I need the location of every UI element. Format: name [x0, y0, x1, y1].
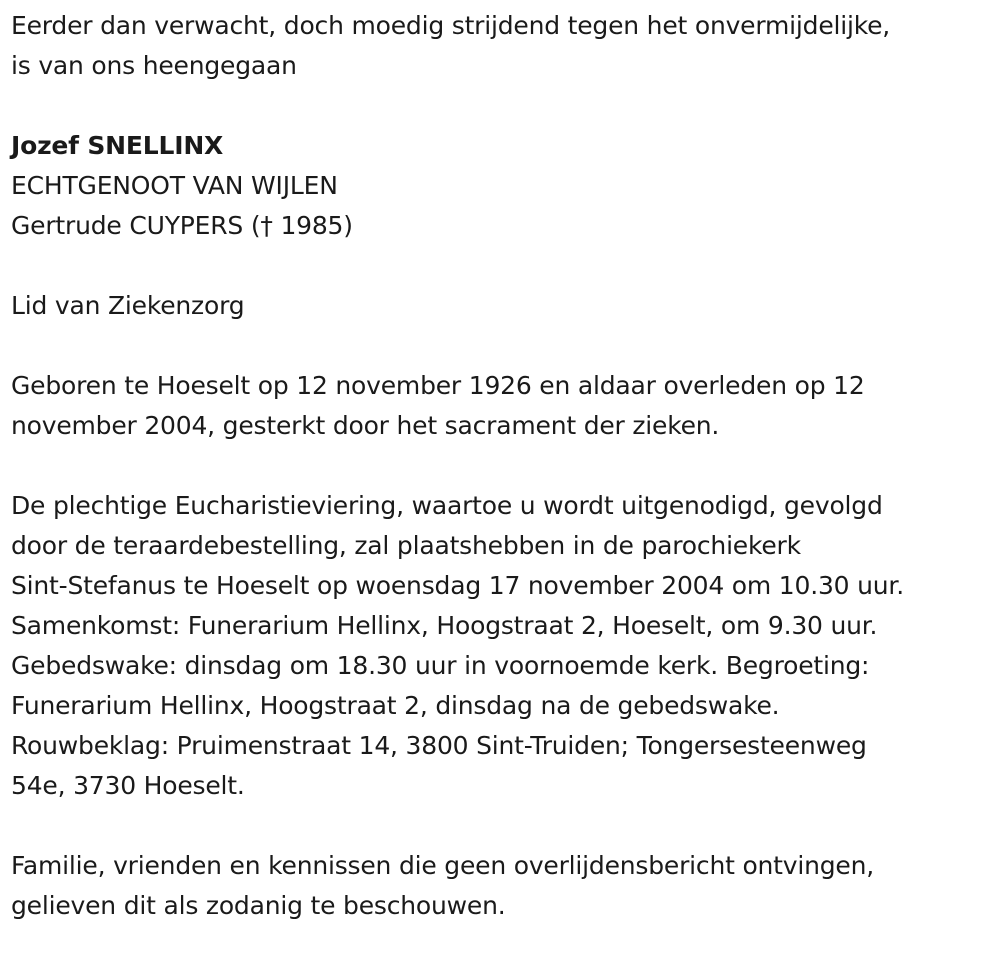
ceremony-line: 54e, 3730 Hoeselt.: [11, 771, 245, 800]
membership: Lid van Ziekenzorg: [11, 291, 245, 320]
spacer: [11, 806, 996, 846]
ceremony-line: Gebedswake: dinsdag om 18.30 uur in voornoemde kerk. Begroeting:: [11, 651, 870, 680]
ceremony-line: door de teraardebestelling, zal plaatshebben in de parochiekerk: [11, 531, 801, 560]
intro-line-2: is van ons heengegaan: [11, 51, 297, 80]
spacer: [11, 246, 996, 286]
ceremony-line: Funerarium Hellinx, Hoogstraat 2, dinsdag na de gebedswake.: [11, 691, 780, 720]
spacer: [11, 446, 996, 486]
ceremony-line: Rouwbeklag: Pruimenstraat 14, 3800 Sint-Truiden; Tongersesteenweg: [11, 731, 867, 760]
ceremony-line: Sint-Stefanus te Hoeselt op woensdag 17 november 2004 om 10.30 uur.: [11, 571, 904, 600]
closing-line-2: gelieven dit als zodanig te beschouwen.: [11, 891, 506, 920]
birth-death-line-1: Geboren te Hoeselt op 12 november 1926 en aldaar overleden op 12: [11, 371, 865, 400]
closing-line-1: Familie, vrienden en kennissen die geen overlijdensbericht ontvingen,: [11, 851, 875, 880]
deceased-spouse: Gertrude CUYPERS († 1985): [11, 211, 353, 240]
intro-line-1: Eerder dan verwacht, doch moedig strijdend tegen het onvermijdelijke,: [11, 11, 891, 40]
deceased-name: Jozef SNELLINX: [11, 131, 224, 160]
obituary-notice: [11, 6, 996, 926]
ceremony-line: De plechtige Eucharistieviering, waartoe u wordt uitgenodigd, gevolgd: [11, 491, 883, 520]
ceremony-line: Samenkomst: Funerarium Hellinx, Hoogstraat 2, Hoeselt, om 9.30 uur.: [11, 611, 878, 640]
birth-death-line-2: november 2004, gesterkt door het sacrament der zieken.: [11, 411, 720, 440]
spacer: [11, 326, 996, 366]
deceased-relation: ECHTGENOOT VAN WIJLEN: [11, 171, 338, 200]
spacer: [11, 86, 996, 126]
